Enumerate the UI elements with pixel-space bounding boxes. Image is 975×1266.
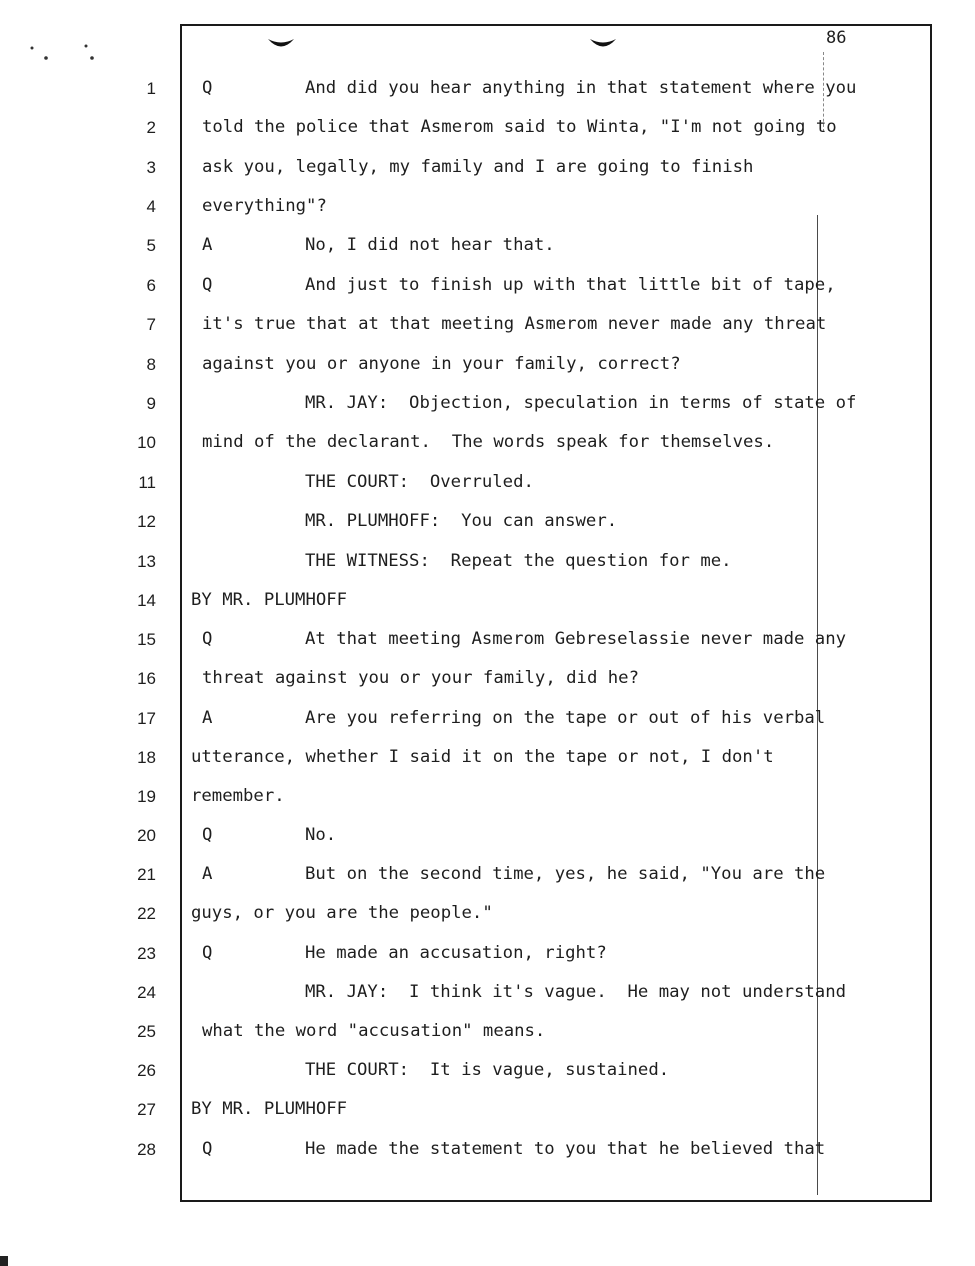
speaker-label: Q: [202, 1139, 213, 1159]
line-number: 6: [146, 276, 156, 295]
transcript-line: [0, 469, 975, 499]
line-text: THE COURT: Overruled.: [305, 472, 534, 492]
line-number: 17: [137, 709, 156, 728]
line-number: 28: [137, 1140, 156, 1159]
transcript-line: [0, 705, 975, 735]
transcript-line: [0, 429, 975, 459]
line-number: 12: [137, 512, 156, 531]
transcript-line: [0, 351, 975, 381]
line-text: And just to finish up with that little bit of tape,: [305, 275, 836, 295]
speaker-label: A: [202, 235, 213, 255]
transcript-line: [0, 508, 975, 538]
line-text: ask you, legally, my family and I are going to finish: [202, 157, 754, 177]
transcript-line: [0, 587, 975, 617]
speaker-label: Q: [202, 629, 213, 649]
line-text: guys, or you are the people.": [191, 903, 493, 923]
line-text: No.: [305, 825, 337, 845]
transcript-line: [0, 940, 975, 970]
transcript-line: [0, 744, 975, 774]
line-text: told the police that Asmerom said to Winta, "I'm not going to: [202, 117, 837, 137]
speaker-label: Q: [202, 943, 213, 963]
line-text: against you or anyone in your family, correct?: [202, 354, 681, 374]
line-number: 19: [137, 787, 156, 806]
line-number: 13: [137, 552, 156, 571]
scan-specks: [28, 38, 108, 68]
line-number: 27: [137, 1100, 156, 1119]
transcript-line: [0, 861, 975, 891]
line-text: He made the statement to you that he believed that: [305, 1139, 826, 1159]
transcript-line: [0, 979, 975, 1009]
line-text: No, I did not hear that.: [305, 235, 555, 255]
line-text: But on the second time, yes, he said, "You are the: [305, 864, 826, 884]
transcript-line: [0, 75, 975, 105]
transcript-line: [0, 900, 975, 930]
line-text: remember.: [191, 786, 285, 806]
transcript-line: [0, 1018, 975, 1048]
line-number: 16: [137, 669, 156, 688]
line-text: THE WITNESS: Repeat the question for me.: [305, 551, 732, 571]
line-text: BY MR. PLUMHOFF: [191, 1099, 348, 1119]
line-text: At that meeting Asmerom Gebreselassie never made any: [305, 629, 847, 649]
transcript-line: [0, 390, 975, 420]
line-number: 25: [137, 1022, 156, 1041]
line-number: 20: [137, 826, 156, 845]
line-number: 24: [137, 983, 156, 1002]
line-text: THE COURT: It is vague, sustained.: [305, 1060, 670, 1080]
transcript-line: [0, 154, 975, 184]
transcript-line: [0, 193, 975, 223]
line-number: 5: [146, 236, 156, 255]
transcript-line: [0, 232, 975, 262]
speaker-label: A: [202, 864, 213, 884]
transcript-line: [0, 1136, 975, 1166]
line-number: 4: [146, 197, 156, 216]
speaker-label: Q: [202, 825, 213, 845]
line-text: threat against you or your family, did he?: [202, 668, 639, 688]
transcript-line: [0, 626, 975, 656]
line-text: BY MR. PLUMHOFF: [191, 590, 348, 610]
line-text: everything"?: [202, 196, 327, 216]
line-text: He made an accusation, right?: [305, 943, 607, 963]
line-number: 14: [137, 591, 156, 610]
transcript-line: [0, 311, 975, 341]
line-number: 22: [137, 904, 156, 923]
speaker-label: Q: [202, 275, 213, 295]
line-number: 26: [137, 1061, 156, 1080]
line-number: 11: [138, 473, 156, 492]
line-text: it's true that at that meeting Asmerom never made any threat: [202, 314, 827, 334]
line-text: And did you hear anything in that statement where you: [305, 78, 857, 98]
transcript-line: [0, 548, 975, 578]
line-number: 10: [137, 433, 156, 452]
transcript-line: [0, 822, 975, 852]
line-number: 3: [146, 158, 156, 177]
line-text: utterance, whether I said it on the tape or not, I don't: [191, 747, 774, 767]
line-text: MR. PLUMHOFF: You can answer.: [305, 511, 618, 531]
line-number: 21: [137, 865, 156, 884]
line-text: Are you referring on the tape or out of his verbal: [305, 708, 826, 728]
line-number: 1: [146, 79, 156, 98]
transcript-line: [0, 1096, 975, 1126]
line-number: 15: [137, 630, 156, 649]
line-number: 2: [146, 118, 156, 137]
transcript-line: [0, 665, 975, 695]
page-number: 86: [826, 28, 847, 48]
speaker-label: Q: [202, 78, 213, 98]
transcript-line: [0, 1057, 975, 1087]
transcript-line: [0, 272, 975, 302]
scan-edge-mark: [0, 1256, 8, 1266]
line-text: what the word "accusation" means.: [202, 1021, 546, 1041]
line-text: MR. JAY: Objection, speculation in terms of state of: [305, 393, 857, 413]
transcript-line: [0, 783, 975, 813]
line-number: 23: [137, 944, 156, 963]
line-number: 9: [146, 394, 156, 413]
line-number: 8: [146, 355, 156, 374]
speaker-label: A: [202, 708, 213, 728]
line-text: mind of the declarant. The words speak for themselves.: [202, 432, 775, 452]
line-text: MR. JAY: I think it's vague. He may not understand: [305, 982, 847, 1002]
line-number: 18: [137, 748, 156, 767]
transcript-line: [0, 114, 975, 144]
line-number: 7: [146, 315, 156, 334]
